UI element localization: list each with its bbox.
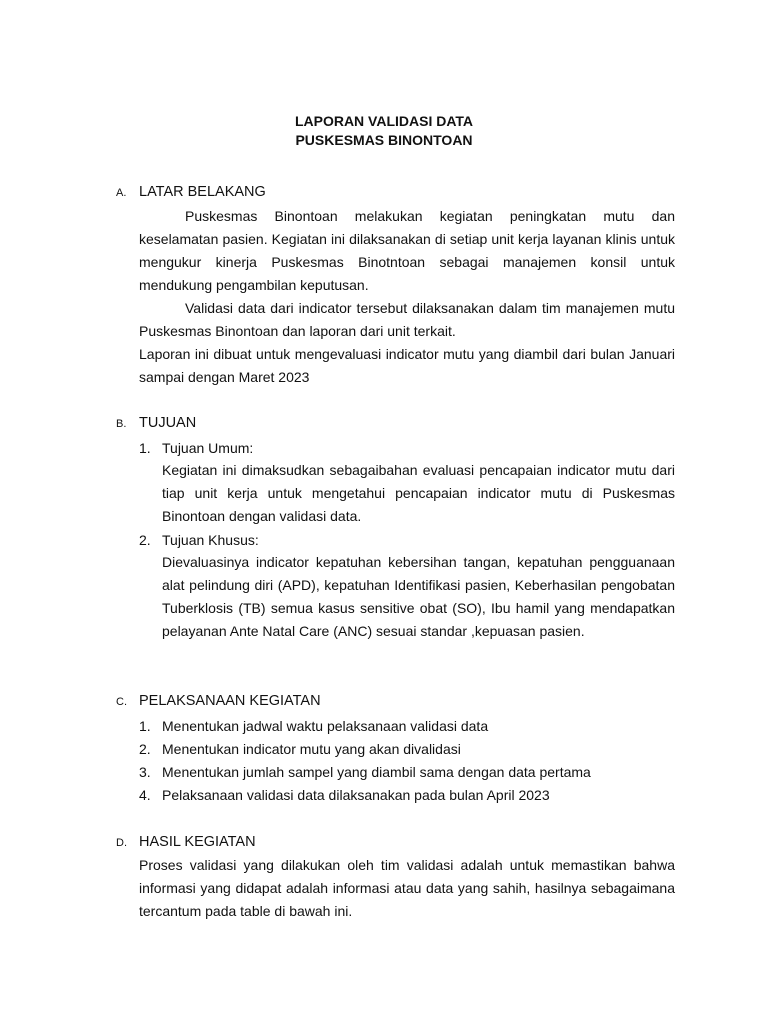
section-a-paragraph-1: Puskesmas Binontoan melakukan kegiatan peningkatan mutu dan keselamatan pasien. Kegiatan ini dilaksanakan di setiap unit kerja layanan klinis untuk mengukur kinerja Puskesmas Binotntoan sebagai manajemen konsil untuk mendukung pengambilan keputusan. <box>139 208 675 293</box>
section-c-item-text: Menentukan indicator mutu yang akan divalidasi <box>162 741 461 757</box>
section-d-letter: D. <box>116 837 127 849</box>
section-b-item-2-number: 2. <box>139 532 151 548</box>
section-c-item-text: Menentukan jumlah sampel yang diambil sama dengan data pertama <box>162 764 591 780</box>
section-b-item-2-label: Tujuan Khusus: <box>162 532 259 548</box>
section-b-item-2-text: Dievaluasinya indicator kepatuhan kebersihan tangan, kepatuhan pengguanaan alat pelindung diri (APD), kepatuhan Identifikasi pasien, Keberhasilan pengobatan Tuberklosis (TB) semua kasus sensitive obat (SO), Ibu hamil yang mendapatkan pelayanan Ante Natal Care (ANC) sesuai standar ,kepuasan pasien. <box>162 554 675 639</box>
section-c-letter: C. <box>116 696 127 708</box>
section-b-item-1-label: Tujuan Umum: <box>162 440 254 456</box>
section-c-item-number: 2. <box>139 741 151 757</box>
section-c-heading: PELAKSANAAN KEGIATAN <box>139 693 321 709</box>
section-a-paragraph-3: Laporan ini dibuat untuk mengevaluasi indicator mutu yang diambil dari bulan Januari sampai dengan Maret 2023 <box>139 346 675 385</box>
section-d-heading: HASIL KEGIATAN <box>139 834 256 850</box>
section-b-letter: B. <box>116 418 127 430</box>
section-a-letter: A. <box>116 187 127 199</box>
section-a-paragraph-2: Validasi data dari indicator tersebut dilaksanakan dalam tim manajemen mutu Puskesmas Binontoan dan laporan dari unit terkait. <box>139 300 675 339</box>
section-c-item-number: 3. <box>139 764 151 780</box>
section-b-heading: TUJUAN <box>139 415 197 431</box>
section-c-item-number: 4. <box>139 787 151 803</box>
section-b-item-1-number: 1. <box>139 440 151 456</box>
section-c-item-number: 1. <box>139 718 151 734</box>
section-b-item-1-text: Kegiatan ini dimaksudkan sebagaibahan evaluasi pencapaian indicator mutu dari tiap unit kerja untuk mengetahui pencapaian indicator mutu di Puskesmas Binontoan dengan validasi data. <box>162 462 675 524</box>
section-a-heading: LATAR BELAKANG <box>139 184 266 200</box>
section-c-item-text: Pelaksanaan validasi data dilaksanakan pada bulan April 2023 <box>162 787 550 803</box>
section-d-paragraph-1: Proses validasi yang dilakukan oleh tim validasi adalah untuk memastikan bahwa informasi yang didapat adalah informasi atau data yang sahih, hasilnya sebagaimana tercantum pada table di bawah ini. <box>139 857 675 919</box>
document-title-line-2: PUSKESMAS BINONTOAN <box>295 132 473 148</box>
document-title-line-1: LAPORAN VALIDASI DATA <box>294 113 474 129</box>
section-c-item-text: Menentukan jadwal waktu pelaksanaan validasi data <box>162 718 489 734</box>
